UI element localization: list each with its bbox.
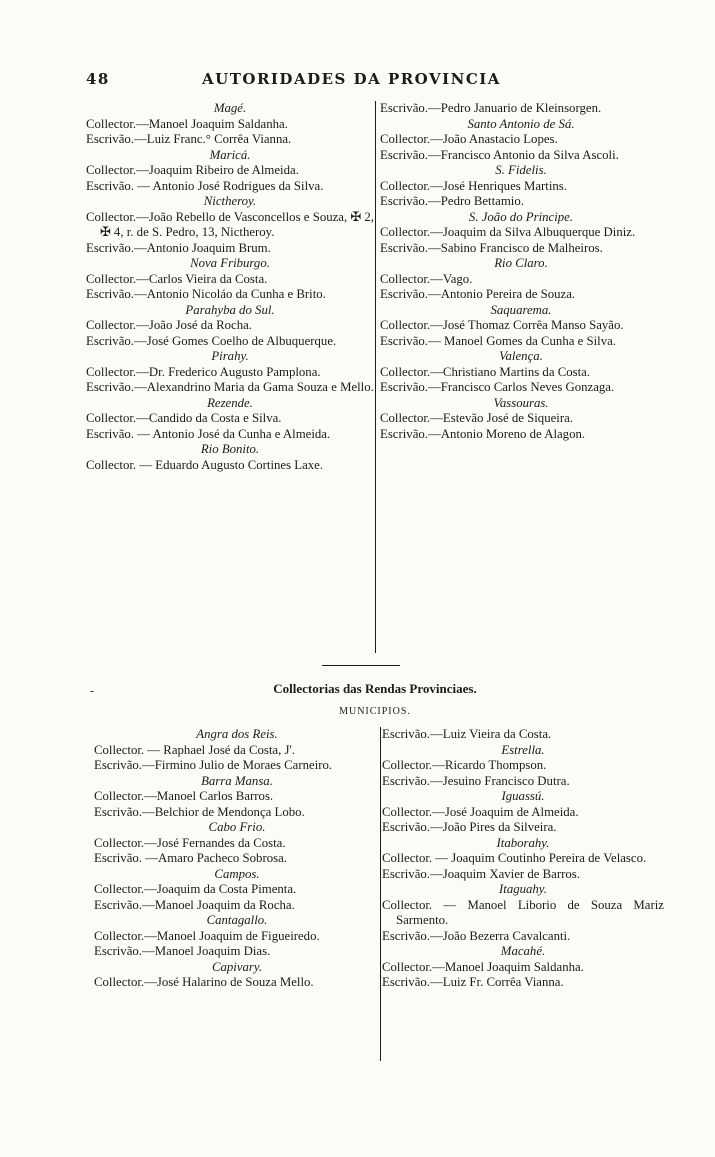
official-entry: Collector.—José Halarino de Souza Mello. <box>94 975 314 989</box>
official-entry: Collector.—Manoel Joaquim Saldanha. <box>86 116 288 131</box>
section-divider <box>322 665 400 666</box>
official-entry: Escrivão. — Antonio José da Cunha e Almeida. <box>86 426 331 441</box>
official-entry: Escrivão.—Jesuino Francisco Dutra. <box>382 773 570 788</box>
place-heading: Macahé. <box>500 944 546 958</box>
official-entry: Escrivão.— Manoel Gomes da Cunha e Silva. <box>380 333 616 348</box>
page-number: 48 <box>86 70 110 88</box>
official-entry: Escrivão.—João Pires da Silveira. <box>382 820 557 834</box>
official-entry: Collector.—Christiano Martins da Costa. <box>380 364 591 379</box>
official-entry: Collector.—Manoel Joaquim de Figueiredo. <box>94 928 320 943</box>
official-entry: Escrivão.—Pedro Januario de Kleinsorgen. <box>380 101 602 115</box>
official-entry: Collector.—Joaquim da Silva Albuquerque Diniz. <box>380 225 636 239</box>
column-divider-top <box>375 101 376 653</box>
official-entry: Collector. — Eduardo Augusto Cortines Laxe. <box>86 457 324 472</box>
official-entry: Collector.—Joaquim da Costa Pimenta. <box>94 882 297 896</box>
official-entry: Escrivão.—Manoel Joaquim da Rocha. <box>94 897 295 912</box>
official-entry: Escrivão.—João Bezerra Cavalcanti. <box>382 928 571 943</box>
official-entry: Escrivão.—Antonio Nicoláo da Cunha e Brito. <box>86 287 326 301</box>
column-bottom-left <box>94 727 380 991</box>
official-entry: Escrivão.—Francisco Carlos Neves Gonzaga. <box>380 380 615 394</box>
official-entry: Escrivão.—Antonio Pereira de Souza. <box>380 287 576 301</box>
official-entry: Collector.—Candido da Costa e Silva. <box>86 411 282 425</box>
place-heading: Rio Claro. <box>494 256 548 270</box>
place-heading: S. Fidelis. <box>495 163 547 177</box>
place-heading: Cabo Frio. <box>208 820 266 834</box>
page-header <box>86 70 666 92</box>
official-entry: Escrivão.—Luiz Vieira da Costa. <box>382 727 552 741</box>
official-entry: Collector. — Raphael José da Costa, J'. <box>94 742 295 757</box>
column-bottom-right <box>382 727 664 991</box>
place-heading: Cantagallo. <box>206 913 268 927</box>
place-heading: Magé. <box>213 101 247 115</box>
place-heading: Valença. <box>499 349 543 363</box>
page-title: AUTORIDADES DA PROVINCIA <box>202 70 501 88</box>
place-heading: Parahyba do Sul. <box>185 302 275 317</box>
place-heading: Saquarema. <box>490 302 552 317</box>
place-heading: Capivary. <box>211 959 263 974</box>
official-entry: Collector. — Joaquim Coutinho Pereira de Velasco. <box>382 851 647 865</box>
official-entry: Collector.—Manoel Joaquim Saldanha. <box>382 959 584 974</box>
official-entry: Collector.—Dr. Frederico Augusto Pamplona. <box>86 364 321 379</box>
place-heading: Rio Bonito. <box>200 442 260 456</box>
official-entry: Escrivão.—Luiz Fr. Corrêa Vianna. <box>382 975 564 989</box>
official-entry: Collector.—Joaquim Ribeiro de Almeida. <box>86 163 299 177</box>
official-entry: Collector.—João Rebello de Vasconcellos e Souza, ✠ 2, ✠ 4, r. de S. Pedro, 13, Nictheroy. <box>86 209 374 239</box>
official-entry: Collector.—José Thomaz Corrêa Manso Sayão. <box>380 318 624 332</box>
official-entry: Collector.—José Henriques Martins. <box>380 178 567 193</box>
place-heading: Rezende. <box>207 395 253 410</box>
official-entry: Collector.—Estevão José de Siqueira. <box>380 411 573 425</box>
column-top-right <box>380 101 662 442</box>
place-heading: Pirahy. <box>211 349 249 363</box>
column-divider-bottom <box>380 727 381 1061</box>
official-entry: Collector. — Manoel Liborio de Souza Mariz Sarmento. <box>382 897 664 927</box>
place-heading: Itaguahy. <box>499 882 547 896</box>
official-entry: Collector.—João José da Rocha. <box>86 318 252 332</box>
official-entry: Escrivão.—Francisco Antonio da Silva Ascoli. <box>380 147 619 162</box>
official-entry: Collector.—Ricardo Thompson. <box>382 758 547 772</box>
official-entry: Escrivão.—Joaquim Xavier de Barros. <box>382 866 580 881</box>
place-heading: Santo Antonio de Sá. <box>467 116 575 131</box>
place-heading: Maricá. <box>209 147 251 162</box>
place-heading: S. João do Principe. <box>468 209 574 224</box>
section-title: Collectorias das Rendas Provinciaes. <box>273 681 477 696</box>
official-entry: Escrivão.—Luiz Franc.° Corrêa Vianna. <box>86 132 292 146</box>
official-entry: Escrivão.—Alexandrino Maria da Gama Souza e Mello. <box>86 380 374 394</box>
official-entry: Escrivão.—Antonio Joaquim Brum. <box>86 240 271 255</box>
official-entry: Collector.—José Fernandes da Costa. <box>94 835 286 850</box>
place-heading: Campos. <box>214 866 260 881</box>
section-subtitle: MUNICIPIOS. <box>339 706 411 717</box>
official-entry: Escrivão.—José Gomes Coelho de Albuquerque. <box>86 333 337 348</box>
place-heading: Itaborahy. <box>496 835 550 850</box>
place-heading: Estrella. <box>501 742 545 757</box>
column-top-left <box>86 101 374 473</box>
official-entry: Escrivão. —Amaro Pacheco Sobrosa. <box>94 851 287 865</box>
official-entry: Collector.—Carlos Vieira da Costa. <box>86 271 268 286</box>
place-heading: Vassouras. <box>493 395 549 410</box>
place-heading: Barra Mansa. <box>201 773 273 788</box>
official-entry: Escrivão.—Pedro Bettamio. <box>380 194 524 208</box>
official-entry: Escrivão.—Antonio Moreno de Alagon. <box>380 426 586 441</box>
official-entry: Escrivão. — Antonio José Rodrigues da Silva. <box>86 178 324 193</box>
official-entry: Collector.—Manoel Carlos Barros. <box>94 789 274 803</box>
official-entry: Escrivão.—Manoel Joaquim Dias. <box>94 944 271 958</box>
official-entry: Escrivão.—Firmino Julio de Moraes Carneiro. <box>94 758 333 772</box>
margin-dash: - <box>90 684 95 698</box>
place-heading: Iguassú. <box>501 789 545 803</box>
official-entry: Collector.—José Joaquim de Almeida. <box>382 804 579 819</box>
place-heading: Nova Friburgo. <box>190 256 270 270</box>
official-entry: Collector.—João Anastacio Lopes. <box>380 132 558 146</box>
official-entry: Collector.—Vago. <box>380 271 473 286</box>
place-heading: Angra dos Reis. <box>196 727 278 741</box>
place-heading: Nictheroy. <box>203 194 257 208</box>
official-entry: Escrivão.—Sabino Francisco de Malheiros. <box>380 240 603 255</box>
official-entry: Escrivão.—Belchior de Mendonça Lobo. <box>94 804 305 819</box>
